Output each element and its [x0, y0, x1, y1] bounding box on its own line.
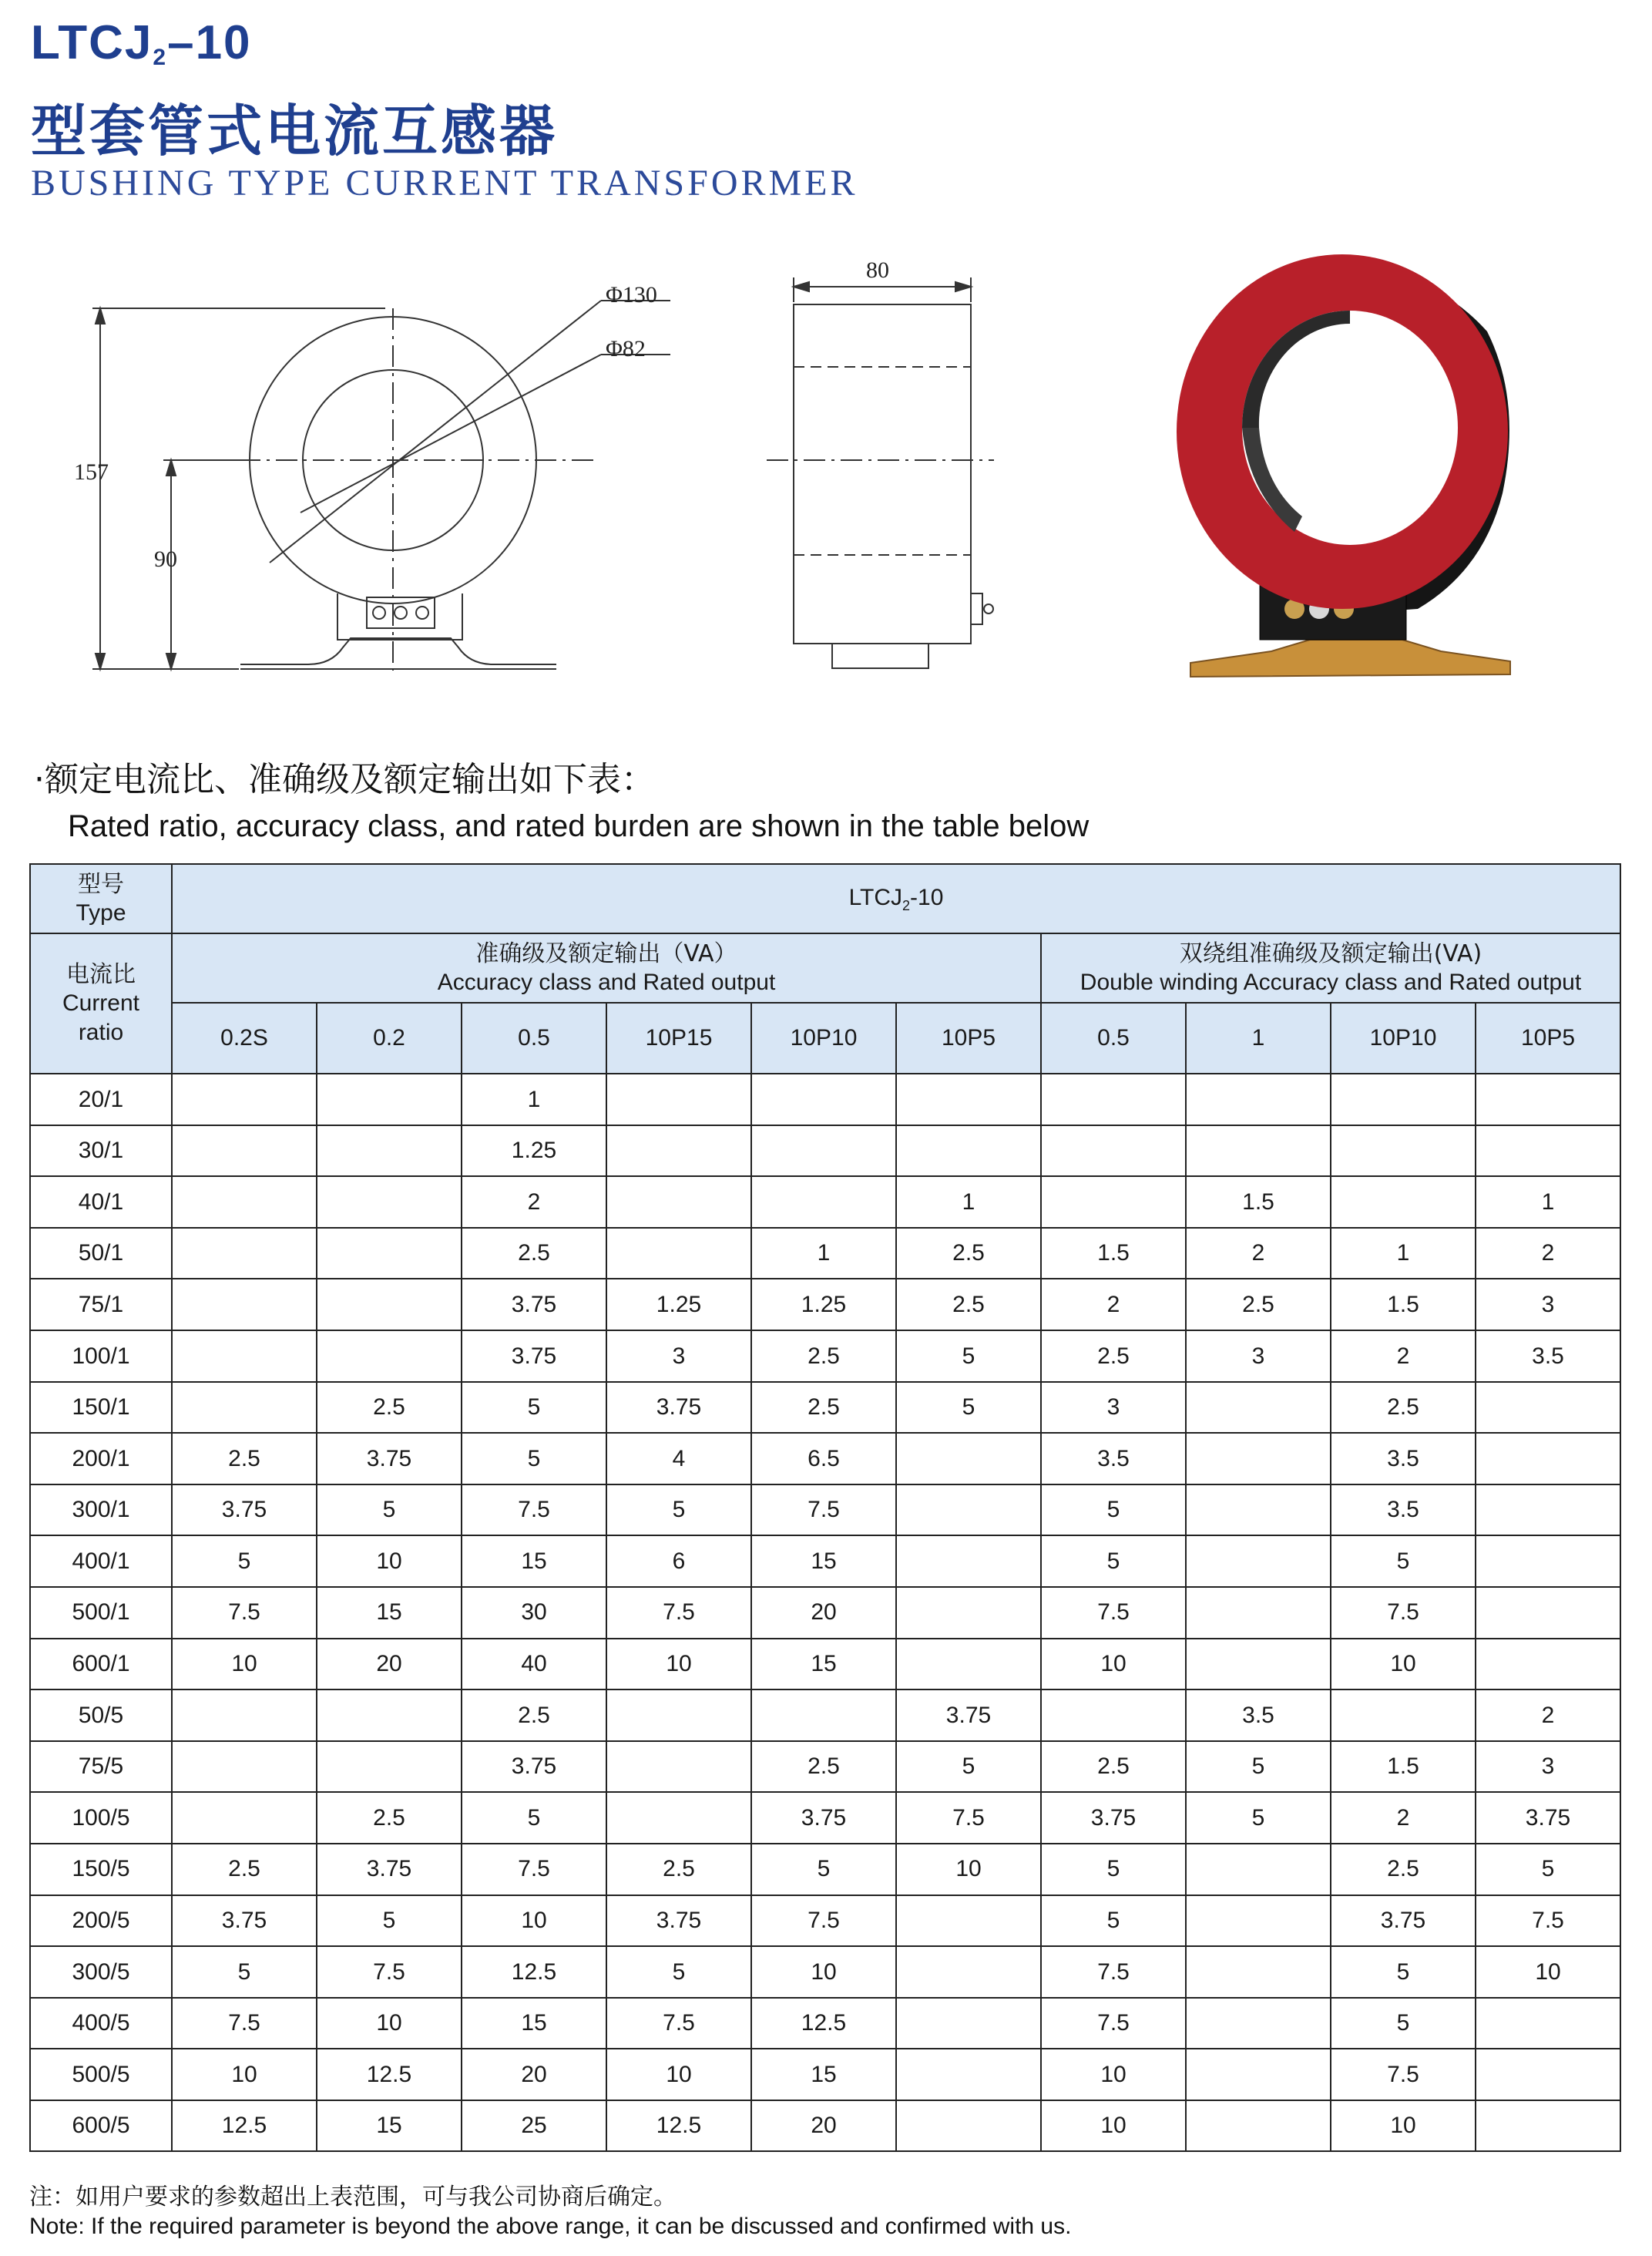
value-cell: 15 — [751, 1639, 896, 1690]
value-cell — [1041, 1176, 1186, 1228]
value-cell — [1186, 1998, 1331, 2049]
value-cell: 2.5 — [317, 1792, 462, 1844]
ratio-cell: 300/5 — [30, 1946, 172, 1998]
value-cell: 15 — [317, 1587, 462, 1639]
value-cell: 7.5 — [1476, 1895, 1620, 1947]
value-cell: 6.5 — [751, 1433, 896, 1484]
value-cell: 2.5 — [751, 1382, 896, 1434]
value-cell: 7.5 — [1331, 2049, 1476, 2100]
value-cell: 2.5 — [172, 1433, 317, 1484]
table-row — [30, 2100, 1620, 2152]
value-cell: 7.5 — [172, 1587, 317, 1639]
title-chinese: 型套管式电流互感器 — [31, 99, 559, 163]
value-cell: 3.5 — [1041, 1433, 1186, 1484]
table-row — [30, 1279, 1620, 1330]
value-cell: 3.5 — [1331, 1484, 1476, 1536]
class-header-cell: 10P10 — [1331, 1003, 1476, 1074]
value-cell — [1476, 1639, 1620, 1690]
value-cell — [1186, 1895, 1331, 1947]
value-cell: 2.5 — [1331, 1844, 1476, 1895]
value-cell — [1186, 1484, 1331, 1536]
ratio-cell: 30/1 — [30, 1125, 172, 1177]
table-row — [30, 1946, 1620, 1998]
ratio-cell: 150/5 — [30, 1844, 172, 1895]
value-cell — [172, 1741, 317, 1793]
value-cell: 2.5 — [1331, 1382, 1476, 1434]
value-cell: 3.75 — [606, 1895, 751, 1947]
value-cell: 2 — [1476, 1228, 1620, 1279]
class-header-cell: 10P15 — [606, 1003, 751, 1074]
value-cell: 25 — [462, 2100, 606, 2152]
ratio-cell: 150/1 — [30, 1382, 172, 1434]
table-row — [30, 1382, 1620, 1434]
ratio-cell: 500/5 — [30, 2049, 172, 2100]
value-cell — [606, 1176, 751, 1228]
value-cell: 3.75 — [751, 1792, 896, 1844]
ratio-cell: 500/1 — [30, 1587, 172, 1639]
value-cell: 3.75 — [317, 1844, 462, 1895]
ratio-cell: 400/5 — [30, 1998, 172, 2049]
value-cell: 10 — [1041, 2100, 1186, 2152]
value-cell: 7.5 — [317, 1946, 462, 1998]
value-cell: 20 — [462, 2049, 606, 2100]
value-cell: 2 — [1331, 1330, 1476, 1382]
value-cell: 7.5 — [1041, 1998, 1186, 2049]
value-cell — [751, 1689, 896, 1741]
value-cell: 2.5 — [896, 1279, 1041, 1330]
value-cell: 1.5 — [1186, 1176, 1331, 1228]
value-cell — [1186, 1382, 1331, 1434]
dim-inner-diameter: Φ82 — [606, 336, 646, 361]
value-cell — [172, 1382, 317, 1434]
table-row — [30, 1484, 1620, 1536]
value-cell: 3 — [606, 1330, 751, 1382]
table-row — [30, 1792, 1620, 1844]
value-cell: 3.75 — [462, 1279, 606, 1330]
value-cell — [1041, 1074, 1186, 1125]
value-cell: 1 — [751, 1228, 896, 1279]
note-english: Note: If the required parameter is beyond the above range, it can be discussed and confirmed with us. — [29, 2214, 1072, 2239]
value-cell: 1.5 — [1041, 1228, 1186, 1279]
ratings-table — [29, 863, 1621, 2152]
model-cell: $LTCJ_2-10$ — [172, 864, 1620, 933]
value-cell: 5 — [462, 1792, 606, 1844]
value-cell: 12.5 — [606, 2100, 751, 2152]
value-cell — [606, 1792, 751, 1844]
value-cell — [172, 1176, 317, 1228]
value-cell — [896, 1587, 1041, 1639]
value-cell — [606, 1228, 751, 1279]
value-cell: 15 — [462, 1998, 606, 2049]
type-label-cell: 型号 Type — [30, 864, 172, 933]
value-cell: 3.75 — [172, 1895, 317, 1947]
value-cell — [1476, 2049, 1620, 2100]
value-cell: 3.5 — [1476, 1330, 1620, 1382]
value-cell — [1476, 1484, 1620, 1536]
ratio-cell: 50/1 — [30, 1228, 172, 1279]
value-cell: 3.5 — [1186, 1689, 1331, 1741]
value-cell: 2 — [1476, 1689, 1620, 1741]
value-cell: 2.5 — [606, 1844, 751, 1895]
value-cell: 10 — [317, 1535, 462, 1587]
double-winding-group-header: 双绕组准确级及额定输出(VA) Double winding Accuracy class and Rated output — [1041, 933, 1620, 1003]
value-cell: 3.75 — [1476, 1792, 1620, 1844]
value-cell: 10 — [462, 1895, 606, 1947]
table-row — [30, 1535, 1620, 1587]
ratio-cell: 40/1 — [30, 1176, 172, 1228]
ratio-label-cell: 电流比 Current ratio — [30, 933, 172, 1074]
value-cell: 5 — [317, 1895, 462, 1947]
value-cell: 7.5 — [172, 1998, 317, 2049]
value-cell — [1476, 2100, 1620, 2152]
value-cell: 3 — [1186, 1330, 1331, 1382]
value-cell: 5 — [1041, 1844, 1186, 1895]
value-cell: 2.5 — [317, 1382, 462, 1434]
value-cell: 1.5 — [1331, 1741, 1476, 1793]
value-cell — [1476, 1074, 1620, 1125]
value-cell — [1186, 2100, 1331, 2152]
value-cell: 10 — [172, 2049, 317, 2100]
value-cell — [896, 1433, 1041, 1484]
table-row — [30, 1895, 1620, 1947]
value-cell: 15 — [751, 1535, 896, 1587]
value-cell: 2.5 — [462, 1228, 606, 1279]
value-cell: 15 — [751, 2049, 896, 2100]
value-cell — [1476, 1535, 1620, 1587]
value-cell: 3.75 — [462, 1330, 606, 1382]
value-cell — [1186, 2049, 1331, 2100]
value-cell: 2 — [462, 1176, 606, 1228]
side-view-drawing — [767, 277, 994, 668]
value-cell: 10 — [606, 2049, 751, 2100]
value-cell: 12.5 — [317, 2049, 462, 2100]
value-cell — [896, 1639, 1041, 1690]
value-cell: 5 — [606, 1484, 751, 1536]
value-cell — [172, 1228, 317, 1279]
table-row — [30, 1228, 1620, 1279]
value-cell — [606, 1125, 751, 1177]
value-cell: 7.5 — [751, 1484, 896, 1536]
value-cell: 5 — [317, 1484, 462, 1536]
value-cell: 7.5 — [1041, 1587, 1186, 1639]
dim-width: 80 — [866, 257, 889, 283]
value-cell: 10 — [606, 1639, 751, 1690]
value-cell: 5 — [1041, 1484, 1186, 1536]
value-cell: 2 — [1331, 1792, 1476, 1844]
value-cell — [1041, 1689, 1186, 1741]
value-cell: 3.75 — [317, 1433, 462, 1484]
ratio-cell: 600/1 — [30, 1639, 172, 1690]
ratio-cell: 300/1 — [30, 1484, 172, 1536]
value-cell — [172, 1279, 317, 1330]
value-cell: 5 — [1186, 1741, 1331, 1793]
table-row — [30, 1587, 1620, 1639]
class-header-cell: 0.2S — [172, 1003, 317, 1074]
table-row — [30, 1689, 1620, 1741]
value-cell: 5 — [896, 1382, 1041, 1434]
note-chinese: 注：如用户要求的参数超出上表范围，可与我公司协商后确定。 — [29, 2184, 677, 2211]
value-cell — [896, 1484, 1041, 1536]
value-cell — [1041, 1125, 1186, 1177]
ratio-cell: 200/1 — [30, 1433, 172, 1484]
table-row — [30, 1330, 1620, 1382]
value-cell: 5 — [172, 1535, 317, 1587]
value-cell: 1 — [1476, 1176, 1620, 1228]
ratio-cell: 200/5 — [30, 1895, 172, 1947]
value-cell — [1186, 1535, 1331, 1587]
value-cell: 20 — [751, 2100, 896, 2152]
value-cell — [1476, 1587, 1620, 1639]
value-cell: 10 — [317, 1998, 462, 2049]
value-cell: 4 — [606, 1433, 751, 1484]
value-cell: 2.5 — [1041, 1741, 1186, 1793]
value-cell: 3.5 — [1331, 1433, 1476, 1484]
value-cell — [896, 1895, 1041, 1947]
value-cell — [1186, 1639, 1331, 1690]
class-header-cell: 0.5 — [462, 1003, 606, 1074]
class-header-cell: 10P5 — [1476, 1003, 1620, 1074]
value-cell — [317, 1125, 462, 1177]
value-cell — [317, 1330, 462, 1382]
value-cell: 3.75 — [1041, 1792, 1186, 1844]
value-cell: 5 — [172, 1946, 317, 1998]
value-cell — [172, 1330, 317, 1382]
value-cell: 5 — [1476, 1844, 1620, 1895]
value-cell: 20 — [317, 1639, 462, 1690]
value-cell — [172, 1689, 317, 1741]
value-cell — [1331, 1074, 1476, 1125]
ratio-cell: 600/5 — [30, 2100, 172, 2152]
value-cell: 7.5 — [462, 1844, 606, 1895]
value-cell — [317, 1279, 462, 1330]
value-cell: 2 — [1041, 1279, 1186, 1330]
value-cell: 1 — [896, 1176, 1041, 1228]
value-cell — [606, 1074, 751, 1125]
class-header-cell: 0.2 — [317, 1003, 462, 1074]
value-cell — [1331, 1689, 1476, 1741]
value-cell: 7.5 — [606, 1998, 751, 2049]
value-cell: 3 — [1476, 1741, 1620, 1793]
class-header-cell: 0.5 — [1041, 1003, 1186, 1074]
ratio-cell: 100/1 — [30, 1330, 172, 1382]
value-cell — [1186, 1125, 1331, 1177]
value-cell — [1186, 1844, 1331, 1895]
value-cell: 15 — [462, 1535, 606, 1587]
value-cell: 5 — [1331, 1998, 1476, 2049]
value-cell: 3 — [1041, 1382, 1186, 1434]
section-heading-english: Rated ratio, accuracy class, and rated burden are shown in the table below — [68, 809, 1090, 843]
value-cell: 5 — [462, 1382, 606, 1434]
table-row — [30, 1741, 1620, 1793]
value-cell: 3.75 — [606, 1382, 751, 1434]
table-row — [30, 1433, 1620, 1484]
front-view-drawing — [92, 301, 670, 671]
value-cell: 5 — [1186, 1792, 1331, 1844]
product-photo — [1177, 254, 1510, 677]
class-header-cell: 10P10 — [751, 1003, 896, 1074]
title-english: BUSHING TYPE CURRENT TRANSFORMER — [31, 163, 858, 203]
value-cell — [896, 2049, 1041, 2100]
value-cell — [317, 1176, 462, 1228]
value-cell: 2.5 — [1186, 1279, 1331, 1330]
value-cell: 10 — [1331, 1639, 1476, 1690]
value-cell: 3.75 — [1331, 1895, 1476, 1947]
value-cell: 1.25 — [606, 1279, 751, 1330]
value-cell: 5 — [751, 1844, 896, 1895]
value-cell: 10 — [1041, 1639, 1186, 1690]
value-cell — [896, 1946, 1041, 1998]
value-cell: 10 — [1476, 1946, 1620, 1998]
value-cell: 10 — [1041, 2049, 1186, 2100]
value-cell: 20 — [751, 1587, 896, 1639]
value-cell — [896, 1125, 1041, 1177]
value-cell: 1.25 — [751, 1279, 896, 1330]
value-cell — [896, 2100, 1041, 2152]
class-header-cell: 1 — [1186, 1003, 1331, 1074]
value-cell — [896, 1998, 1041, 2049]
value-cell: 12.5 — [172, 2100, 317, 2152]
value-cell: 6 — [606, 1535, 751, 1587]
value-cell — [1186, 1433, 1331, 1484]
value-cell: 1.25 — [462, 1125, 606, 1177]
value-cell — [317, 1741, 462, 1793]
ratio-cell: 75/1 — [30, 1279, 172, 1330]
ratings-table-body — [30, 1074, 1620, 2151]
value-cell: 2.5 — [172, 1844, 317, 1895]
table-row — [30, 1176, 1620, 1228]
accuracy-group-header: 准确级及额定输出（VA） Accuracy class and Rated output — [172, 933, 1041, 1003]
dim-total-height: 157 — [74, 459, 109, 485]
value-cell: 12.5 — [751, 1998, 896, 2049]
value-cell — [317, 1689, 462, 1741]
value-cell: 5 — [1331, 1535, 1476, 1587]
value-cell: 1 — [462, 1074, 606, 1125]
value-cell — [317, 1074, 462, 1125]
value-cell: 5 — [606, 1946, 751, 1998]
value-cell — [751, 1176, 896, 1228]
ratio-cell: 400/1 — [30, 1535, 172, 1587]
value-cell: 5 — [1041, 1535, 1186, 1587]
value-cell: 10 — [896, 1844, 1041, 1895]
value-cell: 2.5 — [751, 1741, 896, 1793]
value-cell: 10 — [1331, 2100, 1476, 2152]
value-cell: 1.5 — [1331, 1279, 1476, 1330]
value-cell: 5 — [896, 1330, 1041, 1382]
value-cell: 2.5 — [896, 1228, 1041, 1279]
dim-outer-diameter: Φ130 — [606, 282, 657, 308]
value-cell — [1186, 1587, 1331, 1639]
table-row — [30, 1125, 1620, 1177]
ratio-cell: 100/5 — [30, 1792, 172, 1844]
value-cell — [317, 1228, 462, 1279]
value-cell: 7.5 — [751, 1895, 896, 1947]
value-cell: 2.5 — [462, 1689, 606, 1741]
value-cell — [896, 1074, 1041, 1125]
value-cell — [172, 1125, 317, 1177]
ratio-cell: 20/1 — [30, 1074, 172, 1125]
value-cell — [1476, 1382, 1620, 1434]
value-cell — [606, 1689, 751, 1741]
table-row — [30, 1074, 1620, 1125]
dim-center-height: 90 — [154, 546, 177, 572]
class-header-cell: 10P5 — [896, 1003, 1041, 1074]
value-cell: 30 — [462, 1587, 606, 1639]
value-cell: 5 — [1041, 1895, 1186, 1947]
value-cell — [1476, 1125, 1620, 1177]
ratio-cell: 50/5 — [30, 1689, 172, 1741]
value-cell — [751, 1125, 896, 1177]
ratio-cell: 75/5 — [30, 1741, 172, 1793]
value-cell: 7.5 — [606, 1587, 751, 1639]
value-cell — [751, 1074, 896, 1125]
value-cell: 2.5 — [751, 1330, 896, 1382]
class-header-row — [30, 1003, 1620, 1074]
table-row — [30, 1998, 1620, 2049]
value-cell: 3.75 — [896, 1689, 1041, 1741]
value-cell: 5 — [462, 1433, 606, 1484]
value-cell — [606, 1741, 751, 1793]
value-cell: 7.5 — [1331, 1587, 1476, 1639]
section-heading-chinese: ·额定电流比、准确级及额定输出如下表： — [34, 760, 655, 799]
value-cell: 1 — [1331, 1228, 1476, 1279]
value-cell — [1186, 1074, 1331, 1125]
value-cell: 5 — [1331, 1946, 1476, 1998]
table-row — [30, 2049, 1620, 2100]
value-cell — [1331, 1125, 1476, 1177]
value-cell: 10 — [751, 1946, 896, 1998]
value-cell: 7.5 — [896, 1792, 1041, 1844]
value-cell: 3.75 — [172, 1484, 317, 1536]
value-cell — [172, 1074, 317, 1125]
value-cell — [1476, 1998, 1620, 2049]
value-cell — [172, 1792, 317, 1844]
value-cell: 7.5 — [1041, 1946, 1186, 1998]
value-cell: 3 — [1476, 1279, 1620, 1330]
value-cell: 12.5 — [462, 1946, 606, 1998]
value-cell: 40 — [462, 1639, 606, 1690]
value-cell — [1186, 1946, 1331, 1998]
value-cell — [1331, 1176, 1476, 1228]
value-cell: 5 — [896, 1741, 1041, 1793]
table-row — [30, 1844, 1620, 1895]
model-code-title: $LTCJ_2-10$ — [31, 16, 252, 70]
value-cell: 2.5 — [1041, 1330, 1186, 1382]
dimension-drawings — [0, 231, 1652, 725]
value-cell — [896, 1535, 1041, 1587]
value-cell: 7.5 — [462, 1484, 606, 1536]
value-cell: 2 — [1186, 1228, 1331, 1279]
value-cell: 15 — [317, 2100, 462, 2152]
value-cell — [1476, 1433, 1620, 1484]
table-row — [30, 1639, 1620, 1690]
value-cell: 3.75 — [462, 1741, 606, 1793]
value-cell: 10 — [172, 1639, 317, 1690]
